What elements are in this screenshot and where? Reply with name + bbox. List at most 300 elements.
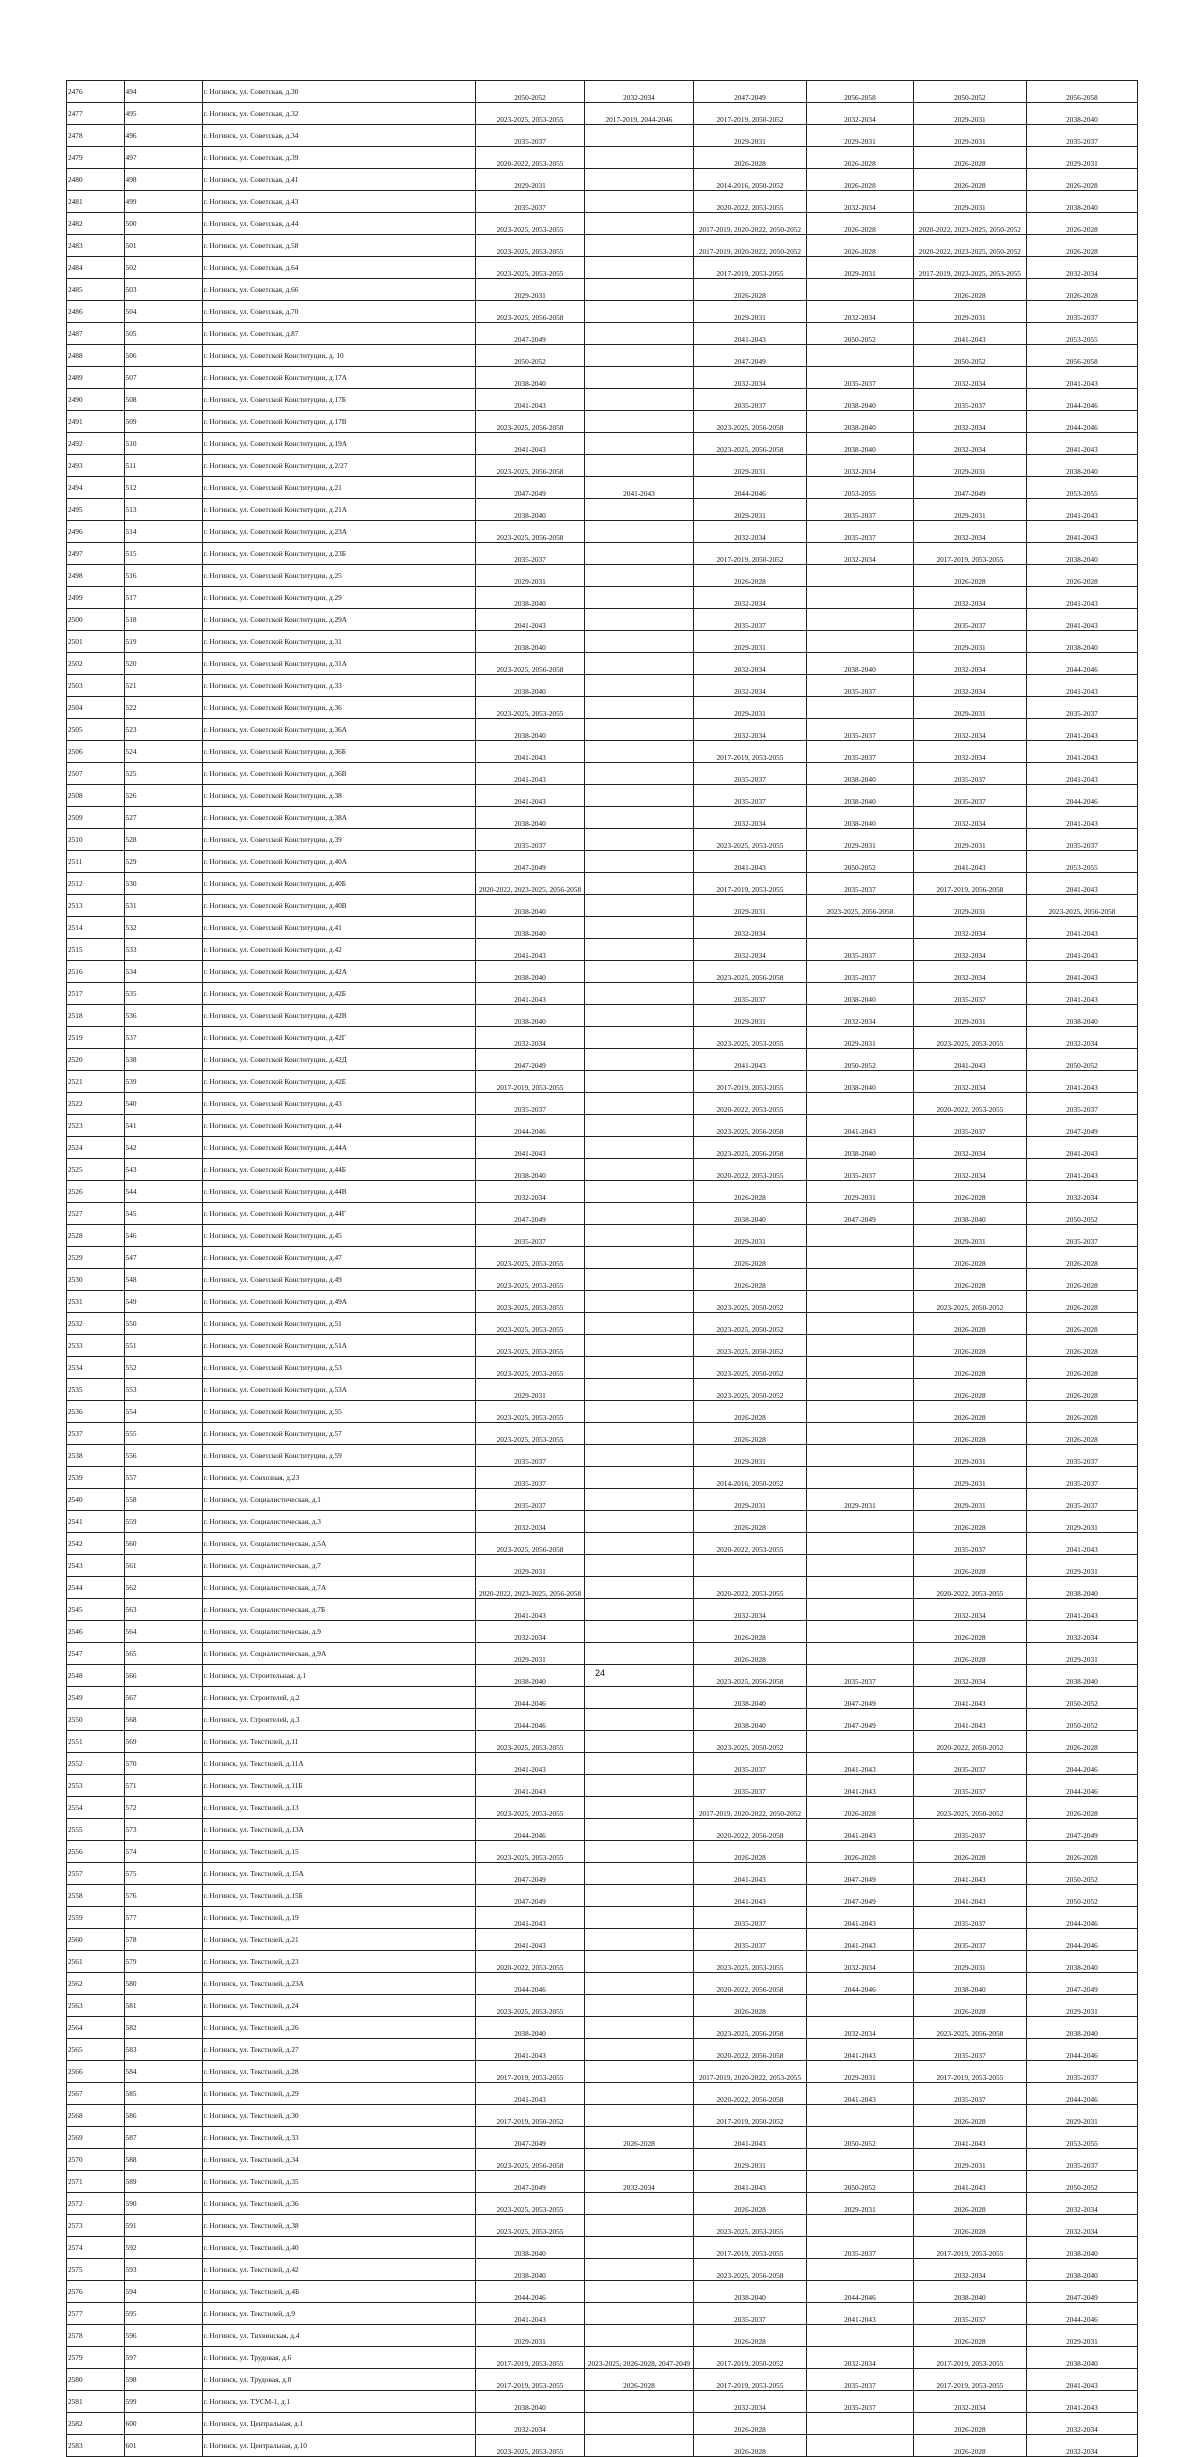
period-cell-2 [584, 455, 693, 477]
table-row [67, 2435, 1138, 2457]
period-cell-2 [584, 1181, 693, 1203]
period-cell-6: 2044-2046 [1026, 1907, 1137, 1929]
period-cell-1: 2044-2046 [476, 2281, 585, 2303]
object-number-cell: 583 [124, 2039, 202, 2061]
period-cell-2 [584, 609, 693, 631]
period-cell-1: 2029-2031 [476, 1643, 585, 1665]
row-number-cell: 2519 [67, 1027, 125, 1049]
period-cell-3: 2023-2025, 2050-2052 [693, 1731, 806, 1753]
address-cell: г. Ногинск, ул. Советской Конституции, д.21А [202, 499, 475, 521]
period-cell-6: 2041-2043 [1026, 939, 1137, 961]
period-cell-4 [806, 1533, 913, 1555]
address-cell: г. Ногинск, ул. Советская, д.39 [202, 147, 475, 169]
address-cell: г. Ногинск, ул. Центральная, д.1 [202, 2413, 475, 2435]
period-cell-6: 2026-2028 [1026, 1841, 1137, 1863]
object-number-cell: 561 [124, 1555, 202, 1577]
address-cell: г. Ногинск, ул. Тихвинская, д.4 [202, 2325, 475, 2347]
object-number-cell: 571 [124, 1775, 202, 1797]
period-cell-6: 2041-2043 [1026, 807, 1137, 829]
period-cell-6: 2026-2028 [1026, 1401, 1137, 1423]
period-cell-4: 2032-2034 [806, 2347, 913, 2369]
period-cell-2 [584, 741, 693, 763]
address-cell: г. Ногинск, ул. Советской Конституции, д.42 [202, 939, 475, 961]
address-cell: г. Ногинск, ул. Текстилей, д.15Б [202, 1885, 475, 1907]
period-cell-2 [584, 1797, 693, 1819]
period-cell-3: 2023-2025, 2053-2055 [693, 1027, 806, 1049]
table-row [67, 323, 1138, 345]
period-cell-5: 2020-2022, 2050-2052 [913, 1731, 1026, 1753]
period-cell-2 [584, 169, 693, 191]
period-cell-2 [584, 895, 693, 917]
period-cell-2 [584, 1841, 693, 1863]
period-cell-5: 2035-2037 [913, 1775, 1026, 1797]
object-number-cell: 587 [124, 2127, 202, 2149]
object-number-cell: 548 [124, 1269, 202, 1291]
period-cell-6: 2026-2028 [1026, 1335, 1137, 1357]
period-cell-3: 2023-2025, 2053-2055 [693, 829, 806, 851]
address-cell: г. Ногинск, ул. Текстилей, д.23А [202, 1973, 475, 1995]
period-cell-2 [584, 433, 693, 455]
period-cell-4: 2032-2034 [806, 103, 913, 125]
period-cell-3: 2017-2019, 2053-2055 [693, 873, 806, 895]
address-cell: г. Ногинск, ул. Советской Конституции, д.51А [202, 1335, 475, 1357]
table-row [67, 2303, 1138, 2325]
table-row [67, 609, 1138, 631]
period-cell-6: 2041-2043 [1026, 873, 1137, 895]
object-number-cell: 601 [124, 2435, 202, 2457]
period-cell-5: 2032-2034 [913, 587, 1026, 609]
table-row [67, 1775, 1138, 1797]
object-number-cell: 554 [124, 1401, 202, 1423]
table-row [67, 631, 1138, 653]
period-cell-2 [584, 213, 693, 235]
page-number: 24 [594, 1668, 605, 1678]
address-cell: г. Ногинск, ул. Советской Конституции, д.39 [202, 829, 475, 851]
address-cell: г. Ногинск, ул. Советской Конституции, д.17А [202, 367, 475, 389]
row-number-cell: 2494 [67, 477, 125, 499]
row-number-cell: 2520 [67, 1049, 125, 1071]
period-cell-4: 2026-2028 [806, 1797, 913, 1819]
period-cell-3: 2041-2043 [693, 851, 806, 873]
table-row [67, 1621, 1138, 1643]
object-number-cell: 581 [124, 1995, 202, 2017]
row-number-cell: 2482 [67, 213, 125, 235]
row-number-cell: 2498 [67, 565, 125, 587]
period-cell-2 [584, 1247, 693, 1269]
period-cell-4: 2035-2037 [806, 961, 913, 983]
object-number-cell: 500 [124, 213, 202, 235]
period-cell-3: 2017-2019, 2020-2022, 2050-2052 [693, 213, 806, 235]
period-cell-2 [584, 411, 693, 433]
row-number-cell: 2558 [67, 1885, 125, 1907]
period-cell-5: 2041-2043 [913, 2127, 1026, 2149]
period-cell-2 [584, 1555, 693, 1577]
object-number-cell: 550 [124, 1313, 202, 1335]
address-cell: г. Ногинск, ул. Текстилей, д.13 [202, 1797, 475, 1819]
table-row [67, 1335, 1138, 1357]
period-cell-3: 2026-2028 [693, 1621, 806, 1643]
address-cell: г. Ногинск, ул. Советской Конституции, д.17В [202, 411, 475, 433]
period-cell-4: 2035-2037 [806, 499, 913, 521]
period-cell-2 [584, 2303, 693, 2325]
period-cell-5: 2029-2031 [913, 1489, 1026, 1511]
period-cell-5: 2029-2031 [913, 1467, 1026, 1489]
period-cell-5: 2032-2034 [913, 653, 1026, 675]
period-cell-4: 2050-2052 [806, 2127, 913, 2149]
period-cell-4: 2035-2037 [806, 2391, 913, 2413]
object-number-cell: 565 [124, 1643, 202, 1665]
period-cell-4: 2035-2037 [806, 367, 913, 389]
period-cell-3: 2023-2025, 2050-2052 [693, 1291, 806, 1313]
period-cell-1: 2041-2043 [476, 1907, 585, 1929]
period-cell-3: 2035-2037 [693, 2303, 806, 2325]
period-cell-1: 2038-2040 [476, 2017, 585, 2039]
table-row [67, 345, 1138, 367]
table-row [67, 1929, 1138, 1951]
period-cell-6: 2035-2037 [1026, 1093, 1137, 1115]
row-number-cell: 2560 [67, 1929, 125, 1951]
object-number-cell: 578 [124, 1929, 202, 1951]
period-cell-3: 2032-2034 [693, 1599, 806, 1621]
period-cell-1: 2029-2031 [476, 2325, 585, 2347]
period-cell-5: 2035-2037 [913, 1753, 1026, 1775]
period-cell-4 [806, 1995, 913, 2017]
address-cell: г. Ногинск, ул. Строителей, д.3 [202, 1709, 475, 1731]
object-number-cell: 503 [124, 279, 202, 301]
address-cell: г. Ногинск, ул. Советской Конституции, д.36В [202, 763, 475, 785]
period-cell-1: 2023-2025, 2053-2055 [476, 1269, 585, 1291]
period-cell-1: 2032-2034 [476, 1027, 585, 1049]
period-cell-4: 2038-2040 [806, 1137, 913, 1159]
period-cell-6: 2041-2043 [1026, 609, 1137, 631]
object-number-cell: 575 [124, 1863, 202, 1885]
period-cell-3: 2029-2031 [693, 499, 806, 521]
period-cell-5: 2017-2019, 2053-2055 [913, 2061, 1026, 2083]
period-cell-3: 2026-2028 [693, 2325, 806, 2347]
period-cell-5: 2032-2034 [913, 917, 1026, 939]
row-number-cell: 2495 [67, 499, 125, 521]
table-row [67, 1401, 1138, 1423]
table-row [67, 1841, 1138, 1863]
period-cell-2 [584, 323, 693, 345]
row-number-cell: 2556 [67, 1841, 125, 1863]
period-cell-5: 2026-2028 [913, 1511, 1026, 1533]
period-cell-4 [806, 631, 913, 653]
row-number-cell: 2571 [67, 2171, 125, 2193]
period-cell-6: 2041-2043 [1026, 1599, 1137, 1621]
address-cell: г. Ногинск, ул. Текстилей, д.24 [202, 1995, 475, 2017]
period-cell-1: 2017-2019, 2053-2055 [476, 1071, 585, 1093]
object-number-cell: 572 [124, 1797, 202, 1819]
row-number-cell: 2528 [67, 1225, 125, 1247]
address-cell: г. Ногинск, ул. Текстилей, д.36 [202, 2193, 475, 2215]
row-number-cell: 2512 [67, 873, 125, 895]
table-row [67, 1093, 1138, 1115]
period-cell-4: 2029-2031 [806, 1027, 913, 1049]
period-cell-2 [584, 697, 693, 719]
period-cell-6: 2038-2040 [1026, 103, 1137, 125]
address-cell: г. Ногинск, ул. Текстилей, д.9 [202, 2303, 475, 2325]
table-row [67, 1467, 1138, 1489]
period-cell-2 [584, 1489, 693, 1511]
period-cell-2 [584, 961, 693, 983]
period-cell-3: 2017-2019, 2053-2055 [693, 1071, 806, 1093]
period-cell-6: 2047-2049 [1026, 1115, 1137, 1137]
period-cell-5: 2017-2019, 2053-2055 [913, 2369, 1026, 2391]
address-cell: г. Ногинск, ул. Советской Конституции, д.42Г [202, 1027, 475, 1049]
object-number-cell: 552 [124, 1357, 202, 1379]
table-row [67, 213, 1138, 235]
period-cell-3: 2026-2028 [693, 2435, 806, 2457]
object-number-cell: 597 [124, 2347, 202, 2369]
address-cell: г. Ногинск, ул. Советской Конституции, д.53А [202, 1379, 475, 1401]
object-number-cell: 527 [124, 807, 202, 829]
row-number-cell: 2518 [67, 1005, 125, 1027]
period-cell-6: 2026-2028 [1026, 565, 1137, 587]
table-row [67, 147, 1138, 169]
period-cell-1: 2023-2025, 2053-2055 [476, 1995, 585, 2017]
address-cell: г. Ногинск, ул. Советской Конституции, д.44Б [202, 1159, 475, 1181]
period-cell-5: 2041-2043 [913, 1885, 1026, 1907]
period-cell-5: 2038-2040 [913, 1203, 1026, 1225]
table-row [67, 411, 1138, 433]
period-cell-2 [584, 1005, 693, 1027]
period-cell-4 [806, 1731, 913, 1753]
row-number-cell: 2562 [67, 1973, 125, 1995]
period-cell-3: 2029-2031 [693, 2149, 806, 2171]
period-cell-4: 2029-2031 [806, 2061, 913, 2083]
row-number-cell: 2516 [67, 961, 125, 983]
table-row [67, 1489, 1138, 1511]
row-number-cell: 2545 [67, 1599, 125, 1621]
period-cell-1: 2038-2040 [476, 961, 585, 983]
period-cell-6: 2038-2040 [1026, 1951, 1137, 1973]
period-cell-5: 2026-2028 [913, 147, 1026, 169]
object-number-cell: 544 [124, 1181, 202, 1203]
period-cell-4 [806, 1445, 913, 1467]
period-cell-6: 2023-2025, 2056-2058 [1026, 895, 1137, 917]
row-number-cell: 2509 [67, 807, 125, 829]
period-cell-3 [693, 1555, 806, 1577]
object-number-cell: 558 [124, 1489, 202, 1511]
period-cell-1: 2041-2043 [476, 763, 585, 785]
address-cell: г. Ногинск, ул. Социалистическая, д.9 [202, 1621, 475, 1643]
object-number-cell: 562 [124, 1577, 202, 1599]
period-cell-6: 2035-2037 [1026, 301, 1137, 323]
period-cell-1: 2041-2043 [476, 2303, 585, 2325]
period-cell-2 [584, 301, 693, 323]
period-cell-3: 2029-2031 [693, 895, 806, 917]
table-row [67, 2127, 1138, 2149]
object-number-cell: 551 [124, 1335, 202, 1357]
period-cell-6: 2041-2043 [1026, 675, 1137, 697]
period-cell-1: 2038-2040 [476, 2237, 585, 2259]
period-cell-3: 2017-2019, 2053-2055 [693, 257, 806, 279]
period-cell-2 [584, 1775, 693, 1797]
period-cell-1: 2041-2043 [476, 1599, 585, 1621]
object-number-cell: 596 [124, 2325, 202, 2347]
period-cell-4: 2035-2037 [806, 2237, 913, 2259]
period-cell-1: 2044-2046 [476, 1115, 585, 1137]
row-number-cell: 2530 [67, 1269, 125, 1291]
period-cell-2 [584, 565, 693, 587]
period-cell-2 [584, 1687, 693, 1709]
address-cell: г. Ногинск, ул. Текстилей, д.11Б [202, 1775, 475, 1797]
period-cell-3: 2023-2025, 2056-2058 [693, 433, 806, 455]
period-cell-4: 2041-2043 [806, 1929, 913, 1951]
period-cell-4 [806, 697, 913, 719]
object-number-cell: 579 [124, 1951, 202, 1973]
period-cell-6: 2041-2043 [1026, 587, 1137, 609]
row-number-cell: 2565 [67, 2039, 125, 2061]
table-row [67, 1049, 1138, 1071]
period-cell-1: 2038-2040 [476, 1005, 585, 1027]
period-cell-4 [806, 587, 913, 609]
period-cell-6: 2053-2055 [1026, 2127, 1137, 2149]
period-cell-5: 2020-2022, 2053-2055 [913, 1577, 1026, 1599]
period-cell-2 [584, 1291, 693, 1313]
period-cell-4: 2038-2040 [806, 1071, 913, 1093]
period-cell-5: 2017-2019, 2023-2025, 2053-2055 [913, 257, 1026, 279]
period-cell-2 [584, 829, 693, 851]
period-cell-3: 2032-2034 [693, 719, 806, 741]
object-number-cell: 495 [124, 103, 202, 125]
period-cell-2 [584, 147, 693, 169]
period-cell-5: 2032-2034 [913, 1665, 1026, 1687]
period-cell-4: 2047-2049 [806, 1203, 913, 1225]
period-cell-6: 2041-2043 [1026, 741, 1137, 763]
period-cell-2 [584, 1621, 693, 1643]
period-cell-2 [584, 1885, 693, 1907]
address-cell: г. Ногинск, ул. Текстилей, д.19 [202, 1907, 475, 1929]
address-cell: г. Ногинск, ул. Советской Конституции, д.36 [202, 697, 475, 719]
object-number-cell: 580 [124, 1973, 202, 1995]
period-cell-1: 2035-2037 [476, 191, 585, 213]
address-cell: г. Ногинск, ул. Советской Конституции, д.43 [202, 1093, 475, 1115]
period-cell-3: 2020-2022, 2056-2058 [693, 2083, 806, 2105]
period-cell-1: 2038-2040 [476, 719, 585, 741]
period-cell-5: 2029-2031 [913, 125, 1026, 147]
period-cell-2 [584, 1643, 693, 1665]
period-cell-1: 2029-2031 [476, 279, 585, 301]
address-cell: г. Ногинск, ул. Советской Конституции, д.42Б [202, 983, 475, 1005]
period-cell-3: 2026-2028 [693, 1401, 806, 1423]
period-cell-1: 2023-2025, 2053-2055 [476, 1401, 585, 1423]
period-cell-5: 2041-2043 [913, 1049, 1026, 1071]
period-cell-5: 2029-2031 [913, 829, 1026, 851]
period-cell-4: 2032-2034 [806, 301, 913, 323]
period-cell-4: 2041-2043 [806, 1115, 913, 1137]
row-number-cell: 2524 [67, 1137, 125, 1159]
period-cell-1: 2023-2025, 2053-2055 [476, 1335, 585, 1357]
period-cell-5: 2035-2037 [913, 763, 1026, 785]
period-cell-5: 2035-2037 [913, 389, 1026, 411]
address-cell: г. Ногинск, ул. Советской Конституции, д.47 [202, 1247, 475, 1269]
period-cell-6: 2035-2037 [1026, 2149, 1137, 2171]
table-row [67, 675, 1138, 697]
period-cell-5: 2032-2034 [913, 411, 1026, 433]
period-cell-4: 2035-2037 [806, 675, 913, 697]
period-cell-4: 2041-2043 [806, 2083, 913, 2105]
period-cell-4: 2047-2049 [806, 1709, 913, 1731]
period-cell-4: 2038-2040 [806, 983, 913, 1005]
row-number-cell: 2497 [67, 543, 125, 565]
period-cell-4: 2035-2037 [806, 873, 913, 895]
period-cell-4 [806, 1379, 913, 1401]
period-cell-6: 2056-2058 [1026, 81, 1137, 103]
table-row [67, 1357, 1138, 1379]
period-cell-2 [584, 1467, 693, 1489]
period-cell-2 [584, 1379, 693, 1401]
row-number-cell: 2490 [67, 389, 125, 411]
period-cell-5: 2035-2037 [913, 983, 1026, 1005]
period-cell-6: 2041-2043 [1026, 433, 1137, 455]
period-cell-2 [584, 279, 693, 301]
address-cell: г. Ногинск, ул. Советской Конституции, д.45 [202, 1225, 475, 1247]
period-cell-4: 2032-2034 [806, 1951, 913, 1973]
period-cell-6: 2038-2040 [1026, 1577, 1137, 1599]
period-cell-3: 2020-2022, 2056-2058 [693, 1819, 806, 1841]
period-cell-3: 2020-2022, 2053-2055 [693, 1577, 806, 1599]
period-cell-1: 2023-2025, 2053-2055 [476, 213, 585, 235]
row-number-cell: 2502 [67, 653, 125, 675]
address-cell: г. Ногинск, ул. Советская, д.44 [202, 213, 475, 235]
object-number-cell: 539 [124, 1071, 202, 1093]
period-cell-4: 2041-2043 [806, 1753, 913, 1775]
object-number-cell: 543 [124, 1159, 202, 1181]
row-number-cell: 2557 [67, 1863, 125, 1885]
row-number-cell: 2547 [67, 1643, 125, 1665]
object-number-cell: 528 [124, 829, 202, 851]
period-cell-5: 2032-2034 [913, 521, 1026, 543]
row-number-cell: 2564 [67, 2017, 125, 2039]
period-cell-6: 2038-2040 [1026, 2017, 1137, 2039]
object-number-cell: 509 [124, 411, 202, 433]
row-number-cell: 2491 [67, 411, 125, 433]
period-cell-3: 2026-2028 [693, 2413, 806, 2435]
period-cell-5: 2026-2028 [913, 1247, 1026, 1269]
period-cell-2 [584, 1115, 693, 1137]
period-cell-6: 2032-2034 [1026, 2193, 1137, 2215]
period-cell-4 [806, 1093, 913, 1115]
period-cell-3: 2038-2040 [693, 2281, 806, 2303]
period-cell-5: 2017-2019, 2053-2055 [913, 543, 1026, 565]
period-cell-3: 2020-2022, 2053-2055 [693, 1533, 806, 1555]
period-cell-2 [584, 2061, 693, 2083]
row-number-cell: 2583 [67, 2435, 125, 2457]
period-cell-5: 2029-2031 [913, 1951, 1026, 1973]
address-cell: г. Ногинск, ул. ТУСМ-1, д.1 [202, 2391, 475, 2413]
table-row [67, 1533, 1138, 1555]
period-cell-3: 2017-2019, 2053-2055 [693, 2369, 806, 2391]
object-number-cell: 585 [124, 2083, 202, 2105]
period-cell-2 [584, 917, 693, 939]
period-cell-6: 2047-2049 [1026, 1819, 1137, 1841]
table-row [67, 785, 1138, 807]
table-row [67, 1159, 1138, 1181]
period-cell-5: 2026-2028 [913, 1995, 1026, 2017]
period-cell-1: 2038-2040 [476, 631, 585, 653]
period-cell-4: 2044-2046 [806, 2281, 913, 2303]
period-cell-6: 2032-2034 [1026, 2215, 1137, 2237]
object-number-cell: 530 [124, 873, 202, 895]
period-cell-5: 2050-2052 [913, 81, 1026, 103]
row-number-cell: 2541 [67, 1511, 125, 1533]
period-cell-2: 2026-2028 [584, 2127, 693, 2149]
period-cell-1: 2041-2043 [476, 609, 585, 631]
period-cell-5: 2026-2028 [913, 1269, 1026, 1291]
table-row [67, 1445, 1138, 1467]
